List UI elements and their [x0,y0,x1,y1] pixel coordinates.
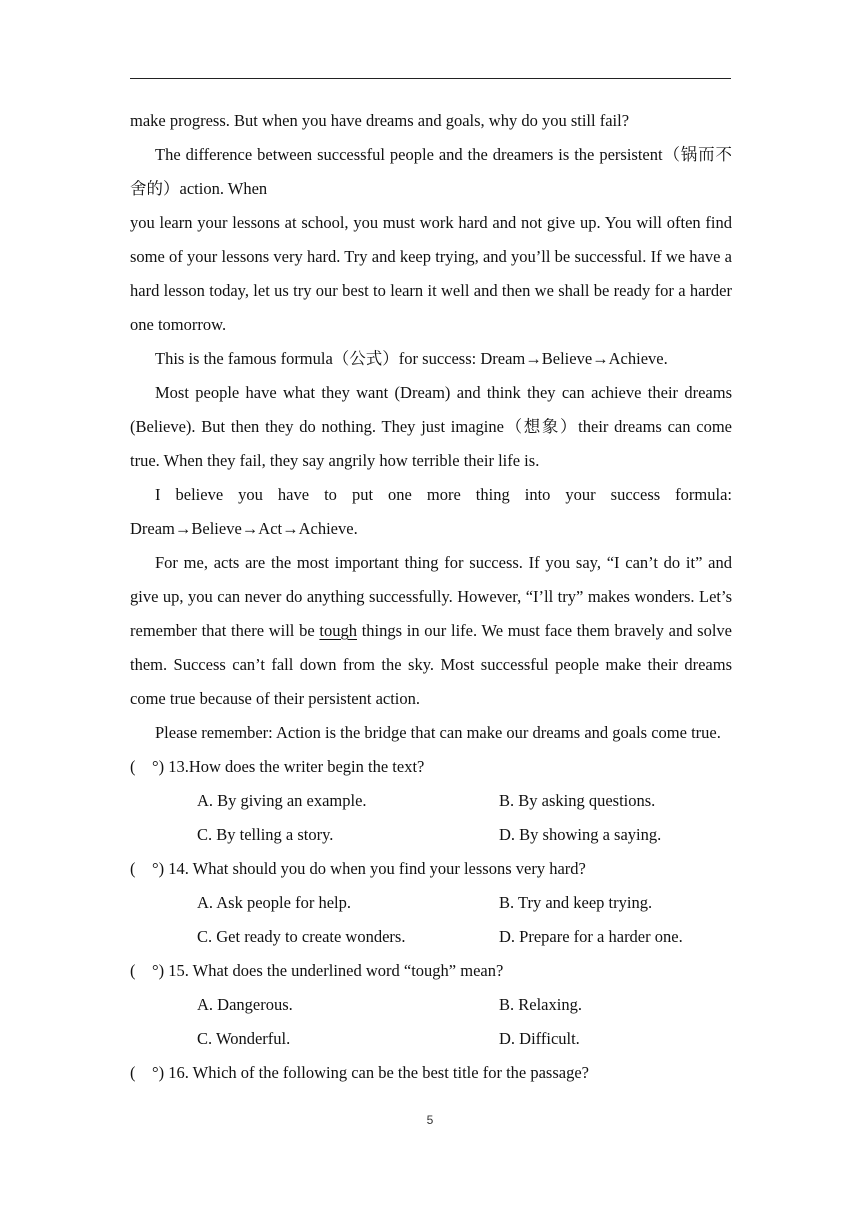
question-15 [130,954,732,1056]
option-c: C. By telling a story. [197,825,334,844]
question-stem: ( °) 15. What does the underlined word “tough” mean? [130,961,504,980]
question-stem: ( °) 14. What should you do when you find your lessons very hard? [130,859,586,878]
option-a: A. Ask people for help. [197,893,351,912]
option-a: A. By giving an example. [197,791,367,810]
options-row [130,1022,732,1056]
page-number: 5 [426,1113,434,1127]
option-b: B. By asking questions. [499,791,656,810]
option-c: C. Get ready to create wonders. [197,927,406,946]
options-row [130,886,732,920]
option-d: D. By showing a saying. [499,825,662,844]
header-rule [130,78,731,79]
passage-paragraph-6 [130,546,732,716]
question-stem: ( °) 13.How does the writer begin the text? [130,757,425,776]
option-b: B. Try and keep trying. [499,893,653,912]
passage-paragraph-7: Please remember: Action is the bridge that can make our dreams and goals come true. [155,723,721,742]
passage-paragraph-4: Most people have what they want (Dream) and think they can achieve their dreams (Believe). But then they do nothing. They just imagine（想象）their dreams can come true. When they fail, they say angrily how terrible their life is. [130,383,732,470]
passage-paragraph-5: I believe you have to put one more thing into your success formula: Dream→Believe→Act→Achieve. [130,485,732,538]
passage-paragraph-2-start: The difference between successful people and the dreamers is the persistent（锅而不舍的）action. When [130,145,732,198]
passage-line-continuation: make progress. But when you have dreams and goals, why do you still fail? [130,111,630,130]
option-b: B. Relaxing. [499,995,582,1014]
options-row [130,784,732,818]
options-row [130,920,732,954]
question-13 [130,750,732,852]
page-content [130,104,732,1090]
passage-paragraph-2-rest: you learn your lessons at school, you must work hard and not give up. You will often find some of your lessons very hard. Try and keep trying, and you’ll be successful. If we have a hard lesson today, let us try our best to learn it well and then we shall be ready for a harder one tomorrow. [130,213,732,334]
paragraph-6-text-after: things in our life. We must face them bravely and solve them. Success can’t fall down from the sky. Most successful people make their dreams come true because of their persistent action. [130,621,733,708]
question-stem: ( °) 16. Which of the following can be the best title for the passage? [130,1063,589,1082]
option-d: D. Prepare for a harder one. [499,927,683,946]
question-16 [130,1056,732,1090]
option-a: A. Dangerous. [197,995,293,1014]
passage-paragraph-3: This is the famous formula（公式）for success: Dream→Believe→Achieve. [155,349,668,368]
option-d: D. Difficult. [499,1029,580,1048]
paragraph-6-text-before: For me, acts are the most important thing for success. If you say, “I can’t do it” and give up, you can never do anything successfully. However, “I’ll try” makes wonders. Let’s remember that there will be [130,553,732,640]
question-14 [130,852,732,954]
option-c: C. Wonderful. [197,1029,291,1048]
underlined-word: tough [319,621,357,640]
options-row [130,818,732,852]
options-row [130,988,732,1022]
